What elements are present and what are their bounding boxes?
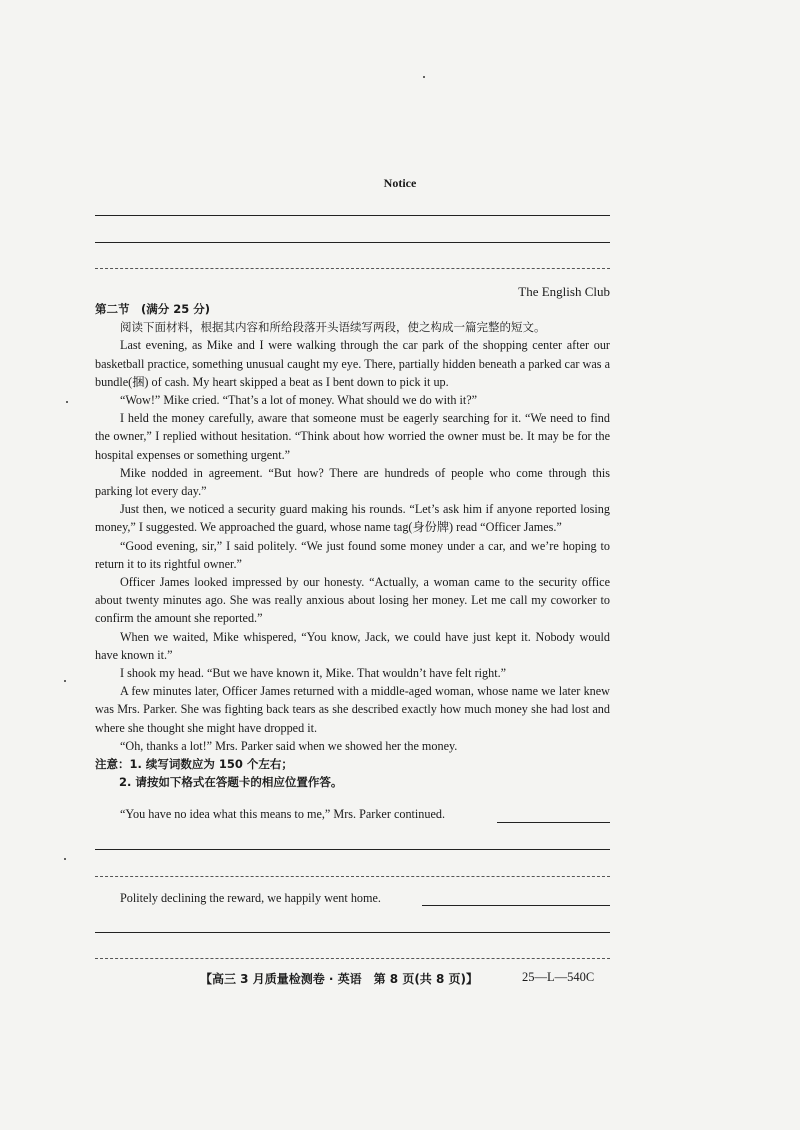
scan-speck [64, 680, 66, 682]
notice-writing-line [95, 215, 610, 216]
notice-writing-line [95, 242, 610, 243]
note-item: 2. 请按如下格式在答题卡的相应位置作答。 [119, 775, 343, 790]
paragraph-starter-1: “You have no idea what this means to me,” Mrs. Parker continued. [120, 807, 446, 821]
answer-line [497, 822, 610, 823]
story-paragraph: When we waited, Mike whispered, “You know, Jack, we could have just kept it. Nobody would have known it.” [95, 629, 610, 662]
notice-writing-line [95, 268, 610, 269]
notice-title: Notice [383, 176, 417, 190]
story-paragraph: A few minutes later, Officer James returned with a middle-aged woman, whose name we later knew was Mrs. Parker. She was fighting back tears as she described exactly how much money she had lost and where she thought she might have dropped it. [95, 684, 610, 735]
continuation-section [95, 300, 610, 791]
page-footer: 【高三 3 月质量检测卷 · 英语 第 8 页(共 8 页)】 [200, 972, 478, 986]
story-paragraph: Just then, we noticed a security guard making his rounds. “Let’s ask him if anyone reported losing money,” I suggested. We approached the guard, whose name tag(身份牌) read “Officer James.” [95, 502, 610, 535]
answer-line [95, 876, 610, 877]
paper-code: 25—L—540C [522, 970, 595, 984]
story-paragraph: Mike nodded in agreement. “But how? There are hundreds of people who come through this parking lot every day.” [95, 465, 610, 499]
note-item: 注意：1. 续写词数应为 150 个左右； [95, 757, 293, 772]
story-paragraph: Officer James looked impressed by our honesty. “Actually, a woman came to the security office about twenty minutes ago. She was really anxious about losing her money. Let me call my coworker to confirm the amount she reported.” [95, 575, 610, 626]
section-heading: 第二节 (满分 25 分) [95, 302, 211, 316]
story-paragraph: Last evening, as Mike and I were walking through the car park of the shopping center after our basketball practice, something unusual caught my eye. There, partially hidden beneath a parked car was a bundle(捆) of cash. My heart skipped a beat as I bent down to pick it up. [95, 338, 610, 389]
story-paragraph: “Wow!” Mike cried. “That’s a lot of money. What should we do with it?” [120, 393, 478, 408]
paragraph-starter-2: Politely declining the reward, we happily went home. [120, 891, 381, 905]
section-instruction: 阅读下面材料，根据其内容和所给段落开头语续写两段，使之构成一篇完整的短文。 [120, 320, 546, 335]
notice-signature: The English Club [518, 284, 610, 299]
story-paragraph: “Oh, thanks a lot!” Mrs. Parker said when we showed her the money. [120, 738, 458, 753]
story-paragraph: I held the money carefully, aware that someone must be eagerly searching for it. “We need to find the owner,” I replied without hesitation. “Think about how worried the owner must be. It may be for the hospital expenses or something urgent.” [95, 411, 610, 462]
answer-line [95, 958, 610, 959]
story-paragraph: “Good evening, sir,” I said politely. “We just found some money under a car, and we’re hoping to return it to its rightful owner.” [95, 538, 610, 571]
scan-speck [66, 401, 68, 403]
scan-speck [423, 76, 425, 78]
story-paragraph: I shook my head. “But we have known it, Mike. That wouldn’t have felt right.” [120, 666, 507, 681]
scan-speck [64, 858, 66, 860]
answer-line [95, 849, 610, 850]
answer-line [422, 905, 610, 906]
answer-line [95, 932, 610, 933]
